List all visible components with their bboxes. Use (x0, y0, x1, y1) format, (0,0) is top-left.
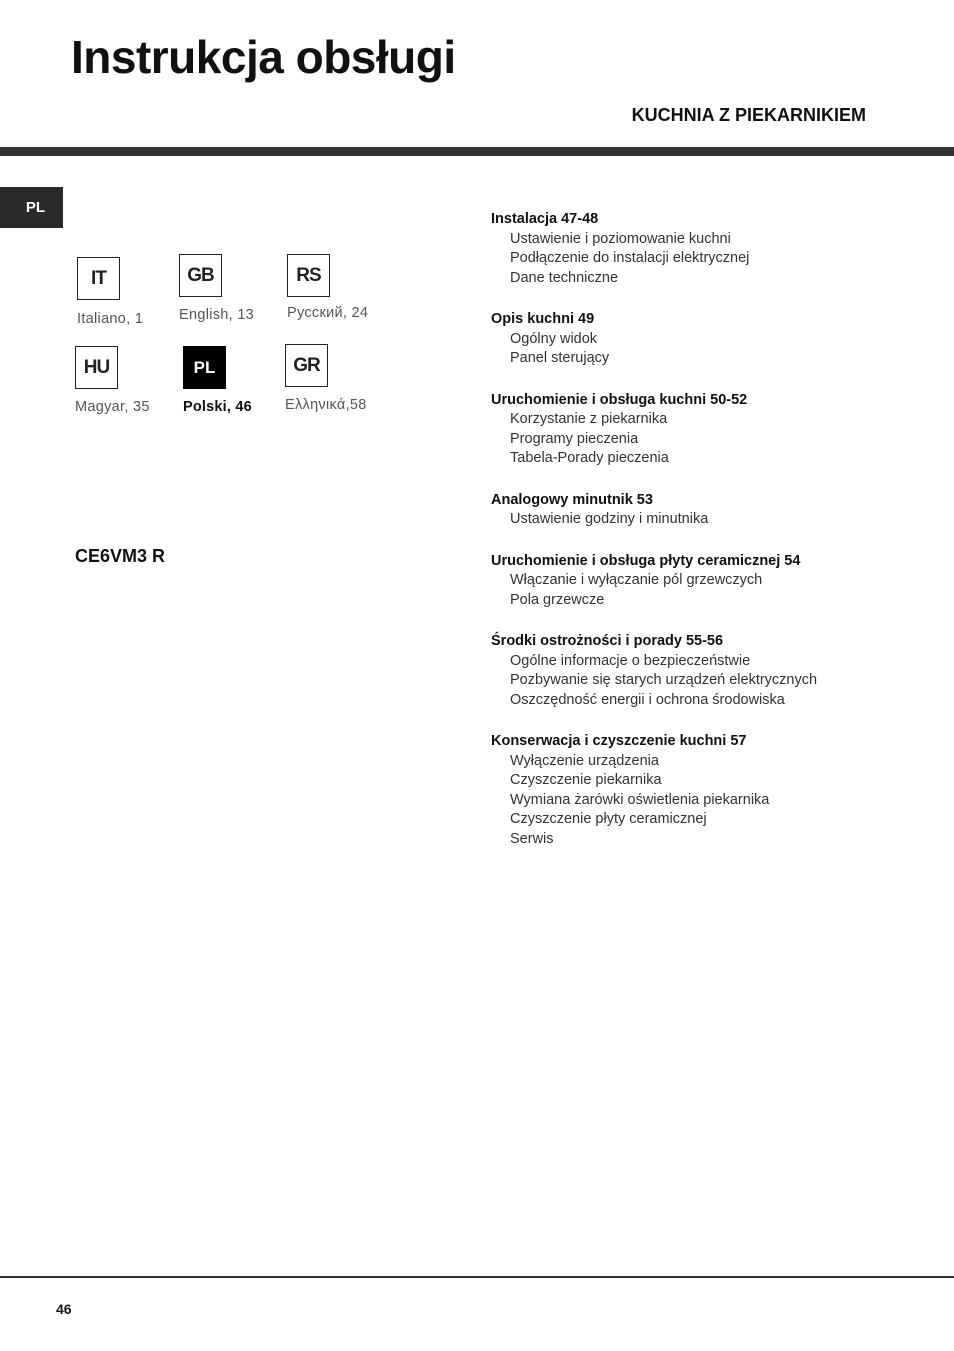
toc-section (491, 310, 931, 369)
lang-box-rs: RS (287, 254, 330, 297)
toc-heading: Środki ostrożności i porady 55-56 (491, 633, 724, 649)
toc-heading: Opis kuchni 49 (491, 311, 595, 327)
toc-item: Wyłączenie urządzenia (510, 752, 659, 769)
toc-item: Włączanie i wyłączanie pól grzewczych (510, 572, 763, 588)
page-subtitle: KUCHNIA Z PIEKARNIKIEM (631, 105, 866, 125)
page-number: 46 (56, 1301, 72, 1317)
top-divider (0, 147, 954, 156)
toc-item: Serwis (510, 830, 554, 847)
toc-heading: Uruchomienie i obsługa kuchni 50-52 (491, 391, 748, 408)
toc-item: Korzystanie z piekarnika (510, 411, 668, 427)
toc-section (491, 391, 931, 469)
toc-item: Pola grzewcze (510, 591, 605, 608)
toc-item: Pozbywanie się starych urządzeń elektrycznych (510, 672, 818, 688)
model-number: CE6VM3 R (75, 546, 166, 566)
toc-item: Podłączenie do instalacji elektrycznej (510, 250, 750, 266)
lang-box-gr: GR (285, 344, 328, 387)
toc-section (491, 491, 931, 530)
toc-item: Tabela-Porady pieczenia (510, 450, 669, 466)
toc-item: Czyszczenie piekarnika (510, 772, 662, 788)
toc-item: Oszczędność energii i ochrona środowiska (510, 691, 785, 708)
lang-label-hu: Magyar, 35 (75, 399, 150, 415)
toc-heading: Analogowy minutnik 53 (491, 491, 653, 508)
toc-item: Programy pieczenia (510, 430, 639, 447)
toc-item: Czyszczenie płyty ceramicznej (510, 811, 707, 827)
toc-heading: Uruchomienie i obsługa płyty ceramicznej 54 (491, 552, 801, 569)
toc-heading: Konserwacja i czyszczenie kuchni 57 (491, 733, 747, 749)
lang-box-pl: PL (183, 346, 226, 389)
table-of-contents (491, 210, 931, 871)
lang-label-rs: Русский, 24 (287, 305, 369, 321)
toc-section (491, 732, 931, 849)
toc-section (491, 210, 931, 288)
toc-item: Panel sterujący (510, 350, 610, 366)
toc-section (491, 632, 931, 710)
toc-item: Ustawienie godziny i minutnika (510, 511, 709, 527)
language-side-tab: PL (0, 187, 63, 228)
toc-item: Ogólny widok (510, 330, 598, 347)
lang-label-it: Italiano, 1 (77, 311, 144, 327)
lang-label-gb: English, 13 (179, 307, 255, 323)
lang-box-it: IT (77, 257, 120, 300)
lang-label-pl: Polski, 46 (183, 399, 252, 415)
lang-box-gb: GB (179, 254, 222, 297)
lang-label-gr: Ελληνικά,58 (285, 397, 367, 413)
bottom-divider (0, 1276, 954, 1278)
toc-item: Ustawienie i poziomowanie kuchni (510, 230, 731, 247)
toc-section (491, 552, 931, 611)
toc-heading: Instalacja 47-48 (491, 211, 599, 227)
toc-item: Dane techniczne (510, 269, 619, 286)
toc-item: Wymiana żarówki oświetlenia piekarnika (510, 791, 770, 808)
lang-box-hu: HU (75, 346, 118, 389)
toc-item: Ogólne informacje o bezpieczeństwie (510, 652, 751, 669)
page-title: Instrukcja obsługi (71, 31, 456, 83)
